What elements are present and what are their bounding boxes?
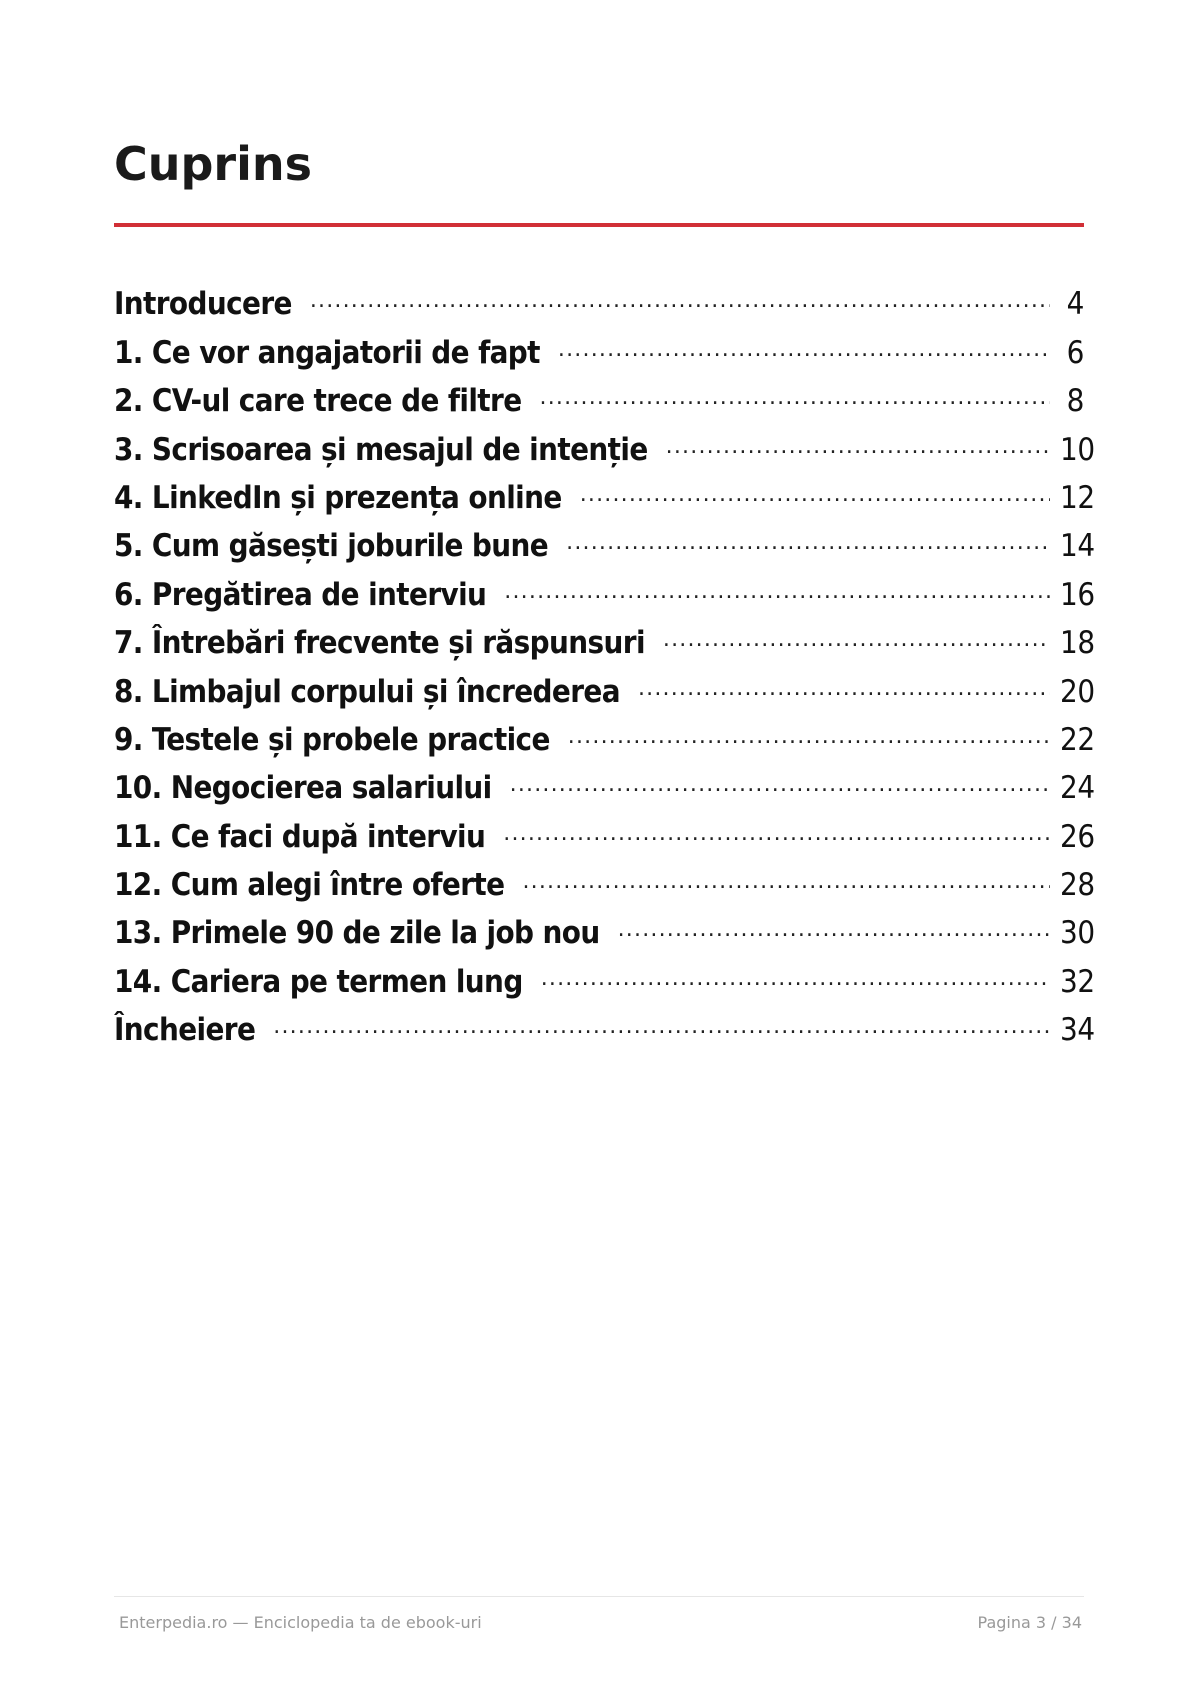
toc-entry-label: 4. LinkedIn și prezența online	[114, 479, 562, 516]
footer-site-name: Enterpedia.ro — Enciclopedia ta de ebook-uri	[119, 1613, 482, 1632]
footer-page-number: Pagina 3 / 34	[977, 1613, 1082, 1632]
toc-leader-dots	[663, 625, 1050, 655]
toc-entry-page: 26	[1060, 818, 1095, 855]
toc-entry-page: 4	[1066, 286, 1084, 323]
toc-entry-14[interactable]	[114, 953, 1095, 1001]
toc-entry-12[interactable]	[114, 857, 1095, 905]
toc-entry-label: 10. Negocierea salariului	[114, 770, 492, 807]
toc-entry-13[interactable]	[114, 905, 1095, 953]
toc-entry-label: 14. Cariera pe termen lung	[114, 963, 523, 1000]
toc-leader-dots	[558, 335, 1050, 365]
toc-entry-label: 3. Scrisoarea și mesajul de intenție	[114, 431, 648, 468]
toc-entry-10[interactable]	[114, 760, 1095, 808]
toc-entry-label: 8. Limbajul corpului și încrederea	[114, 673, 620, 710]
toc-entry-7[interactable]	[114, 615, 1095, 663]
toc-entry-6[interactable]	[114, 566, 1095, 614]
toc-leader-dots	[638, 674, 1050, 704]
footer-divider	[114, 1596, 1084, 1597]
toc-entry-4[interactable]	[114, 470, 1095, 518]
toc-leader-dots	[566, 528, 1050, 558]
toc-leader-dots	[273, 1012, 1050, 1042]
toc-leader-dots	[540, 383, 1050, 413]
page-title: Cuprins	[114, 137, 313, 191]
toc-entry-label: 1. Ce vor angajatorii de fapt	[114, 334, 540, 371]
toc-entry-5[interactable]	[114, 518, 1095, 566]
toc-entry-11[interactable]	[114, 808, 1095, 856]
toc-leader-dots	[580, 480, 1050, 510]
toc-entry-label: 9. Testele și probele practice	[114, 721, 550, 758]
toc-leader-dots	[310, 286, 1050, 316]
toc-entry-label: 2. CV-ul care trece de filtre	[114, 383, 522, 420]
toc-entry-page: 8	[1066, 383, 1084, 420]
toc-leader-dots	[503, 819, 1050, 849]
toc-entry-1[interactable]	[114, 324, 1084, 372]
toc-leader-dots	[541, 964, 1050, 994]
toc-entry-3[interactable]	[114, 421, 1095, 469]
toc-entry-page: 18	[1060, 625, 1095, 662]
toc-entry-9[interactable]	[114, 712, 1095, 760]
toc-entry-page: 20	[1060, 673, 1095, 710]
toc-entry-8[interactable]	[114, 663, 1095, 711]
toc-entry-incheiere[interactable]	[114, 1002, 1095, 1050]
toc-entry-page: 24	[1060, 770, 1095, 807]
toc-leader-dots	[504, 577, 1050, 607]
toc-entry-page: 22	[1060, 721, 1095, 758]
toc-entry-2[interactable]	[114, 373, 1084, 421]
toc-entry-page: 12	[1060, 479, 1095, 516]
toc-entry-label: 6. Pregătirea de interviu	[114, 576, 487, 613]
toc-leader-dots	[522, 867, 1050, 897]
toc-leader-dots	[510, 770, 1050, 800]
toc-entry-page: 32	[1060, 963, 1095, 1000]
table-of-contents	[114, 276, 1095, 1050]
toc-entry-page: 10	[1060, 431, 1095, 468]
toc-entry-page: 14	[1060, 528, 1095, 565]
toc-entry-page: 30	[1060, 915, 1095, 952]
title-divider	[114, 223, 1084, 227]
toc-entry-label: 7. Întrebări frecvente și răspunsuri	[114, 625, 645, 662]
toc-entry-page: 6	[1066, 334, 1084, 371]
toc-entry-label: Introducere	[114, 286, 292, 323]
toc-entry-label: 12. Cum alegi între oferte	[114, 867, 505, 904]
toc-entry-label: 11. Ce faci după interviu	[114, 818, 486, 855]
toc-leader-dots	[618, 915, 1050, 945]
toc-entry-page: 34	[1060, 1012, 1095, 1049]
toc-entry-label: Încheiere	[114, 1012, 256, 1049]
toc-entry-label: 13. Primele 90 de zile la job nou	[114, 915, 600, 952]
toc-entry-label: 5. Cum găsești joburile bune	[114, 528, 549, 565]
toc-leader-dots	[666, 432, 1050, 462]
toc-leader-dots	[568, 722, 1050, 752]
toc-entry-page: 16	[1060, 576, 1095, 613]
toc-entry-page: 28	[1060, 867, 1095, 904]
toc-entry-introducere[interactable]	[114, 276, 1084, 324]
